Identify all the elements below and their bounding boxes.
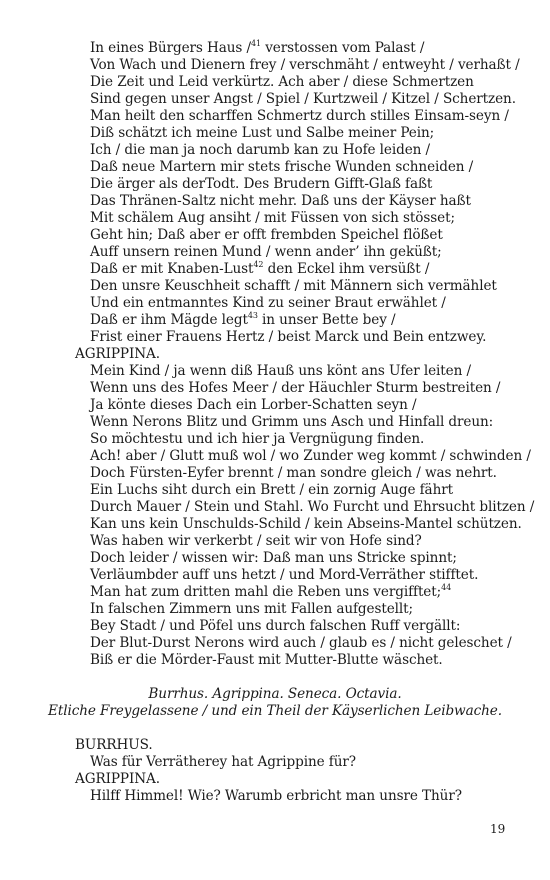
verse-line	[90, 533, 422, 550]
verse-line	[90, 193, 471, 210]
line-text: Den unsre Keuschheit schafft / mit Männern sich vermählet	[90, 278, 497, 294]
verse-line	[90, 601, 413, 618]
verse-line	[90, 142, 430, 159]
line-text: AGRIPPINA.	[75, 346, 160, 362]
verse-line	[90, 74, 474, 91]
line-text: AGRIPPINA.	[75, 771, 160, 787]
line-text: Mein Kind / ja wenn diß Hauß uns könt ans Ufer leiten /	[90, 363, 471, 379]
verse-line	[90, 363, 471, 380]
line-text: Man heilt den scharffen Schmertz durch stilles Einsam-seyn /	[90, 108, 509, 124]
line-text: Wenn Nerons Blitz und Grimm uns Asch und Hinfall dreun:	[90, 414, 494, 430]
verse-line	[90, 295, 446, 312]
line-text: Doch Fürsten-Eyfer brennt / man sondre gleich / was nehrt.	[90, 465, 497, 481]
line-text: Ach! aber / Glutt muß wol / wo Zunder weg kommt / schwinden /	[90, 448, 531, 464]
line-text: Burrhus. Agrippina. Seneca. Octavia.	[148, 686, 402, 702]
line-text: Geht hin; Daß aber er offt frembden Speichel flößet	[90, 227, 443, 243]
line-text: Daß neue Martern mir stets frische Wunden schneiden /	[90, 159, 474, 175]
line-text: Und ein entmanntes Kind zu seiner Braut erwählet /	[90, 295, 446, 311]
line-text: So möchtestu und ich hier ja Vergnügung finden.	[90, 431, 425, 447]
line-text: Sind gegen unser Angst / Spiel / Kurtzweil / Kitzel / Schertzen.	[90, 91, 516, 107]
verse-line	[90, 414, 493, 431]
verse-line	[90, 635, 512, 652]
line-text: BURRHUS.	[75, 737, 153, 753]
line-text: Wenn uns des Hofes Meer / der Häuchler Sturm bestreiten /	[90, 380, 501, 396]
verse-line	[90, 176, 432, 193]
footnote-marker: 42	[253, 260, 264, 269]
line-text-continued: den Eckel ihm versüßt /	[263, 261, 430, 277]
line-text: Biß er die Mörder-Faust mit Mutter-Blutte wäschet.	[90, 652, 443, 668]
verse-line	[90, 788, 462, 805]
verse-line	[90, 482, 453, 499]
speaker-name	[75, 346, 160, 363]
verse-line	[90, 227, 443, 244]
line-text: Ich / die man ja noch darumb kan zu Hofe leiden /	[90, 142, 431, 158]
verse-line	[90, 91, 516, 108]
verse-line	[90, 431, 424, 448]
line-text: Daß er mit Knaben-Lust	[90, 261, 254, 277]
line-text: Daß er ihm Mägde legt	[90, 312, 248, 328]
verse-line	[90, 125, 434, 142]
verse-line	[90, 397, 417, 414]
line-text: Das Thränen-Saltz nicht mehr. Daß uns der Käyser haßt	[90, 193, 471, 209]
verse-line	[90, 652, 443, 669]
stage-direction	[0, 703, 550, 720]
line-text: Bey Stadt / und Pöfel uns durch falschen Ruff vergällt:	[90, 618, 461, 634]
speaker-name	[75, 771, 160, 788]
verse-line	[90, 499, 534, 516]
line-text: Mit schälem Aug ansiht / mit Füssen von sich stösset;	[90, 210, 455, 226]
line-text: Man hat zum dritten mahl die Reben uns vergifftet;	[90, 584, 442, 600]
verse-line	[90, 618, 460, 635]
line-text-continued: in unser Bette bey /	[257, 312, 396, 328]
line-text-continued: verstossen vom Palast /	[261, 40, 425, 56]
verse-line	[90, 159, 473, 176]
line-text: Diß schätzt ich meine Lust und Salbe meiner Pein;	[90, 125, 435, 141]
line-text: Doch leider / wissen wir: Daß man uns Stricke spinnt;	[90, 550, 457, 566]
line-text: Die ärger als derTodt. Des Brudern Gifft-Glaß faßt	[90, 176, 433, 192]
speaker-name	[75, 737, 153, 754]
verse-line	[90, 40, 424, 57]
stage-direction	[0, 686, 550, 703]
line-text: In falschen Zimmern uns mit Fallen aufgestellt;	[90, 601, 414, 617]
line-text: Frist einer Frauens Hertz / beist Marck und Bein entzwey.	[90, 329, 487, 345]
verse-line	[90, 261, 429, 278]
line-text: Der Blut-Durst Nerons wird auch / glaub es / nicht geleschet /	[90, 635, 512, 651]
verse-line	[90, 57, 520, 74]
footnote-marker: 44	[441, 583, 452, 592]
line-text: Was für Verrätherey hat Agrippine für?	[90, 754, 356, 770]
verse-line	[90, 380, 500, 397]
verse-line	[90, 244, 442, 261]
page-number: 19	[490, 822, 506, 836]
line-text: Ja könte dieses Dach ein Lorber-Schatten seyn /	[90, 397, 417, 413]
verse-line	[90, 210, 455, 227]
verse-line	[90, 448, 531, 465]
line-text: In eines Bürgers Haus /	[90, 40, 252, 56]
line-text: Hilff Himmel! Wie? Warumb erbricht man unsre Thür?	[90, 788, 462, 804]
line-text: Durch Mauer / Stein und Stahl. Wo Furcht und Ehrsucht blitzen /	[90, 499, 535, 515]
footnote-marker: 43	[247, 311, 258, 320]
line-text: Kan uns kein Unschulds-Schild / kein Abseins-Mantel schützen.	[90, 516, 522, 532]
verse-line	[90, 516, 522, 533]
verse-line	[90, 754, 356, 771]
line-text: Ein Luchs siht durch ein Brett / ein zornig Auge fährt	[90, 482, 453, 498]
line-text: Auff unsern reinen Mund / wenn ander’ ihn geküßt;	[90, 244, 442, 260]
line-text: Etliche Freygelassene / und ein Theil der Käyserlichen Leibwache.	[48, 703, 502, 719]
verse-line	[90, 567, 478, 584]
verse-line	[90, 465, 497, 482]
line-text: Von Wach und Dienern frey / verschmäht / entweyht / verhaßt /	[90, 57, 520, 73]
verse-line	[90, 108, 509, 125]
line-text: Die Zeit und Leid verkürtz. Ach aber / diese Schmertzen	[90, 74, 474, 90]
verse-line	[90, 278, 497, 295]
verse-line	[90, 329, 486, 346]
line-text: Verläumbder auff uns hetzt / und Mord-Verräther stifftet.	[90, 567, 479, 583]
verse-line	[90, 312, 395, 329]
verse-line	[90, 550, 457, 567]
verse-line	[90, 584, 451, 601]
line-text: Was haben wir verkerbt / seit wir von Hofe sind?	[90, 533, 422, 549]
footnote-marker: 41	[251, 39, 261, 48]
